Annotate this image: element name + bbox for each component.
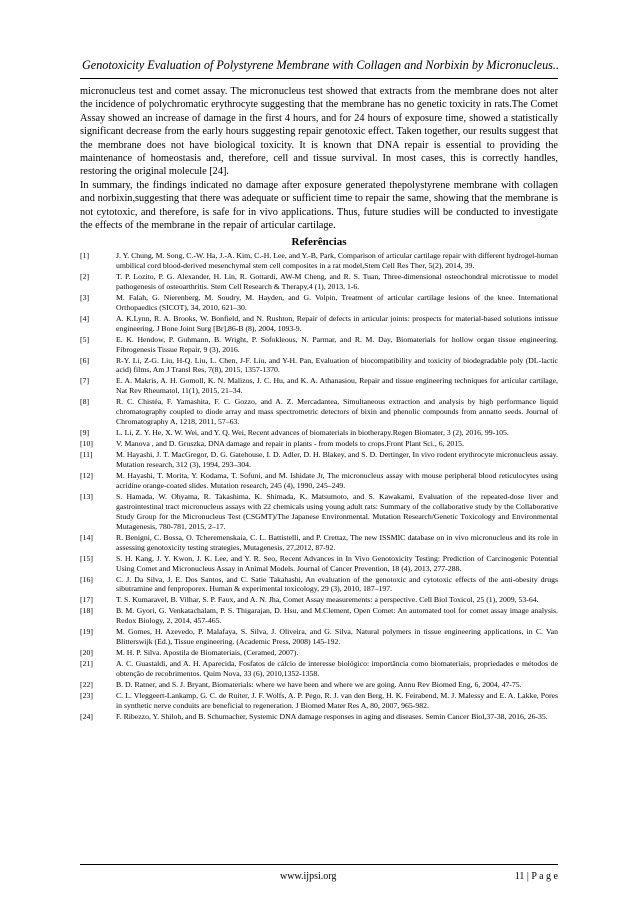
reference-text: R. Benigni, C. Bossa, O. Tcheremenskaia, C. L. Battistelli, and P. Crettaz, The new ISSMIC database on in vivo micronucleus and its role in assessing genotoxicity testing strategies, Mutagenesis, 27,2012, 87-92. (116, 532, 558, 552)
reference-number: [5] (80, 334, 90, 344)
reference-text: A. C. Guastaldi, and A. H. Aparecida, Fosfatos de cálcio de interesse biológico: importância como biomateriais, propriedades e métodos de obtenção de recobrimentos. Quím Nova, 33 (6), 2010,1352-1358. (116, 659, 558, 679)
reference-number: [23] (80, 691, 93, 701)
reference-number: [13] (80, 491, 93, 501)
reference-text: E. K. Hendow, P. Guhmann, B. Wright, P. Sofokleous, N. Parmar, and R. M. Day, Biomaterials for hollow organ tissue engineering. Fibrogenesis Tissue Repair, 9 (3), 2016. (116, 334, 558, 354)
reference-text: C. J. Da Silva, J. E. Dos Santos, and C. Satie Takahashi, An evaluation of the genotoxic and cytotoxic effects of the anti-obesity drugs sibutramine and fenproporex. Human & experimental toxicology, 29 (3), 2010, 187–197. (116, 574, 558, 594)
reference-text: A. K.Lynn, R. A. Brooks, W. Bonfield, and N. Rushton, Repair of defects in articular joints: prospects for material-based solutions intissue engineering. J Bone Joint Surg [Br],86-B (8), 2004, 1093-9. (116, 313, 558, 333)
reference-text: S. H. Kang, J. Y. Kwon, J. K. Lee, and Y. R. Seo, Recent Advances in In Vivo Genotoxicity Testing: Prediction of Carcinogenic Potential Using Comet and Micronucleus Assay in Animal Models. Journal of Cancer Prevention, 18 (4), 2013, 277-288. (116, 553, 558, 573)
reference-item (80, 450, 558, 470)
reference-item (80, 356, 558, 376)
running-header-title: Genotoxicity Evaluation of Polystyrene Membrane with Collagen and Norbixin by Micronucleus.. (82, 58, 560, 72)
reference-number: [8] (80, 397, 90, 407)
reference-number: [16] (80, 574, 93, 584)
reference-number: [14] (80, 532, 93, 542)
reference-number: [15] (80, 553, 93, 563)
reference-item (80, 575, 558, 595)
reference-item (80, 659, 558, 679)
body-paragraph: micronucleus test and comet assay. The micronucleus test showed that extracts from the membrane does not alter the incidence of polychromatic erythrocyte suggesting that the membrane has no genetic toxicity in rats.The Comet Assay showed an increase of damage in the first 4 hours, and for 24 hours of exposure time, showed a statistically significant decrease from the early hours suggesting repair genotoxic effect. Taken together, our results suggest that the membrane does not have biological toxicity. It is known that DNA repair is essential to providing the maintenance of homeostasis and, therefore, cell and tissue survival. In most cases, this is correctly handles, restoring the original molecule [24]. (80, 86, 558, 178)
reference-number: [20] (80, 648, 93, 658)
reference-item (80, 492, 558, 532)
reference-text: T. P. Lozito, P. G. Alexander, H. Lin, R. Gottardi, AW-M Cheng, and R. S. Tuan, Three-dimensional osteochondral microtissue to model pathogenesis of osteoarthritis. Stem Cell Research & Therapy,4 (1), 2013, 1-6. (116, 271, 558, 291)
reference-number: [18] (80, 606, 93, 616)
reference-number: [24] (80, 712, 93, 722)
reference-number: [3] (80, 292, 90, 302)
reference-item (80, 648, 558, 658)
reference-item (80, 293, 558, 313)
reference-text: T. S. Kumaravel, B. Vilhar, S. P. Faux, and A. N. Jha, Comet Assay measurements: a perspective. Cell Biol Toxicol, 25 (1), 2009, 53-64. (116, 595, 539, 605)
reference-item (80, 606, 558, 626)
reference-text: L. Li, Z. Y. He, X. W. Wei, and Y. Q. Wei, Recent advances of biomaterials in biotherapy.Regen Biomater, 3 (2), 2016, 99-105. (116, 428, 509, 438)
reference-item (80, 627, 558, 647)
reference-item (80, 471, 558, 491)
reference-text: F. Ribezzo, Y. Shiloh, and B. Schumacher, Systemic DNA damage responses in aging and diseases. Semin Cancer Biol,37-38, 2016, 26-35. (116, 712, 548, 722)
reference-number: [12] (80, 471, 93, 481)
reference-item (80, 439, 558, 449)
references-heading: Referências (291, 236, 347, 248)
reference-number: [2] (80, 271, 90, 281)
reference-text: M. Falah, G. Nierenberg, M. Soudry, M. Hayden, and G. Volpin, Treatment of articular cartilage lesions of the knee. International Orthopaedics (SICOT), 34, 2010, 621–30. (116, 292, 558, 312)
page-number: 11 | P a g e (514, 871, 558, 882)
reference-number: [17] (80, 595, 93, 605)
reference-text: M. Gomes, H. Azevedo, P. Malafaya, S. Silva, J. Oliveira, and G. Silva, Natural polymers in tissue engineering applications, in C. Van Blitterswijk (Ed.), Tissue engineering. (Academic Press, 2008) 145-192. (116, 627, 558, 647)
reference-item (80, 712, 558, 722)
reference-text: M. Hayashi, J. T. MacGregor, D. G. Gatehouse, I. D. Adler, D. H. Blakey, and S. D. Dertinger, In vivo rodent erythrocyte micronucleus assay. Mutation research, 312 (3), 1994, 293–304. (116, 450, 558, 470)
footer-divider (80, 864, 558, 865)
reference-item (80, 680, 558, 690)
reference-item (80, 251, 558, 271)
reference-text: E. A. Makris, A. H. Gomoll, K. N. Malizos, J. C. Hu, and K. A. Athanasiou, Repair and tissue engineering techniques for articular cartilage, Nat Rev Rheumatol, 11(1), 2015, 21–34. (116, 376, 558, 396)
body-paragraph: In summary, the findings indicated no damage after exposure generated thepolystyrene membrane with collagen and norbixin,suggesting that there was adequate or sufficient time to repair the same, showing that the membrane is not cytotoxic, and therefore, is safe for in vivo applications. Thus, future studies will be conducted to investigate the effects of the membrane in the repair of articular cartilage. (80, 179, 558, 232)
body-text (80, 85, 558, 232)
reference-item (80, 335, 558, 355)
reference-number: [21] (80, 659, 93, 669)
reference-number: [7] (80, 376, 90, 386)
reference-item (80, 554, 558, 574)
reference-number: [1] (80, 251, 90, 260)
reference-item (80, 376, 558, 396)
reference-number: [4] (80, 313, 90, 323)
reference-text: V. Manova , and D. Gruszka, DNA damage and repair in plants - from models to crops.Front Plant Sci., 6, 2015. (116, 439, 464, 449)
reference-text: J. Y. Chung, M. Song, C.-W. Ha, J.-A. Kim, C.-H. Lee, and Y.-B, Park, Comparison of articular cartilage repair with different hydrogel-human umbilical cord blood-derived mesenchymal stem cell composites in a rat model,Stem Cell Res Ther, 5(2), 2014, 39. (116, 251, 558, 270)
reference-text: S. Hamada, W. Ohyama, R. Takashima, K. Shimada, K. Matsumoto, and S. Kawakami, Evaluation of the repeated-dose liver and gastrointestinal tract micronucleus assays with 22 chemicals using young adult rats: Summary of the collaborative study by the Collaborative Study Group for the Micronucleus Test (CSGMT)/The Japanese Environmental. Mutation Research/Genetic Toxicology and Environmental Mutagenesis, 780-781, 2015, 2–17. (116, 491, 558, 531)
reference-number: [9] (80, 428, 90, 438)
reference-item (80, 691, 558, 711)
reference-number: [11] (80, 450, 93, 460)
reference-text: M. H. P. Silva. Apostila de Biomateriais, (Ceramed, 2007). (116, 648, 299, 658)
footer-url: www.ijpsi.org (280, 871, 337, 882)
reference-text: R-Y. Li, Z-G. Liu, H-Q. Liu, L. Chen, J-F. Liu, and Y-H. Pan, Evaluation of biocompatibility and toxicity of biodegradable poly (DL-lactic acid) films, Am J Transl Res, 7(8), 2015, 1357-1370. (116, 355, 558, 375)
reference-item (80, 595, 558, 605)
header-divider (80, 78, 558, 79)
reference-text: C. L. Vleggeert-Lankamp, G. C. de Ruiter, J. F. Wolfs, A. P. Pego, R. J. van den Berg, H. K. Feirabend, M. J. Malessy and E. A. Lakke, Pores in synthetic nerve conduits are beneficial to regeneration. J Biomed Mater Res A, 80, 2007, 965-982. (116, 691, 558, 711)
reference-item (80, 533, 558, 553)
reference-text: B. M. Gyori, G. Venkatachalam, P. S. Thigarajan, D. Hsu, and M.Clement, Open Comet: An automated tool for comet assay image analysis. Redox Biology, 2, 2014, 457-465. (116, 606, 558, 626)
reference-number: [19] (80, 627, 93, 637)
reference-item (80, 428, 558, 438)
reference-text: M. Hayashi, T. Morita, Y. Kodama, T. Sofuni, and M. Ishidate Jr, The micronucleus assay with mouse peripheral blood reticulocytes using acridine orange-coated slides. Mutation research, 245 (4), 1990, 245–249. (116, 471, 558, 490)
reference-item (80, 272, 558, 292)
reference-list (80, 251, 558, 723)
reference-item (80, 314, 558, 334)
reference-item (80, 397, 558, 427)
reference-text: B. D. Ratner, and S. J. Bryant, Biomaterials: where we have been and where we are going. Annu Rev Biomed Eng, 6, 2004, 47-75. (116, 680, 522, 690)
reference-number: [22] (80, 680, 93, 690)
reference-text: R. C. Chistéa, F. Yamashita, F. C. Gozzo, and A. Z. Mercadantea, Simultaneous extraction and analysis by high performance liquid chromatography coupled to diode array and mass spectrometric detectors of bixin and phenolic compounds from annatto seeds. Journal of Chromatography A, 1218, 2011, 57–63. (116, 397, 558, 427)
reference-number: [10] (80, 439, 93, 449)
reference-number: [6] (80, 355, 90, 365)
